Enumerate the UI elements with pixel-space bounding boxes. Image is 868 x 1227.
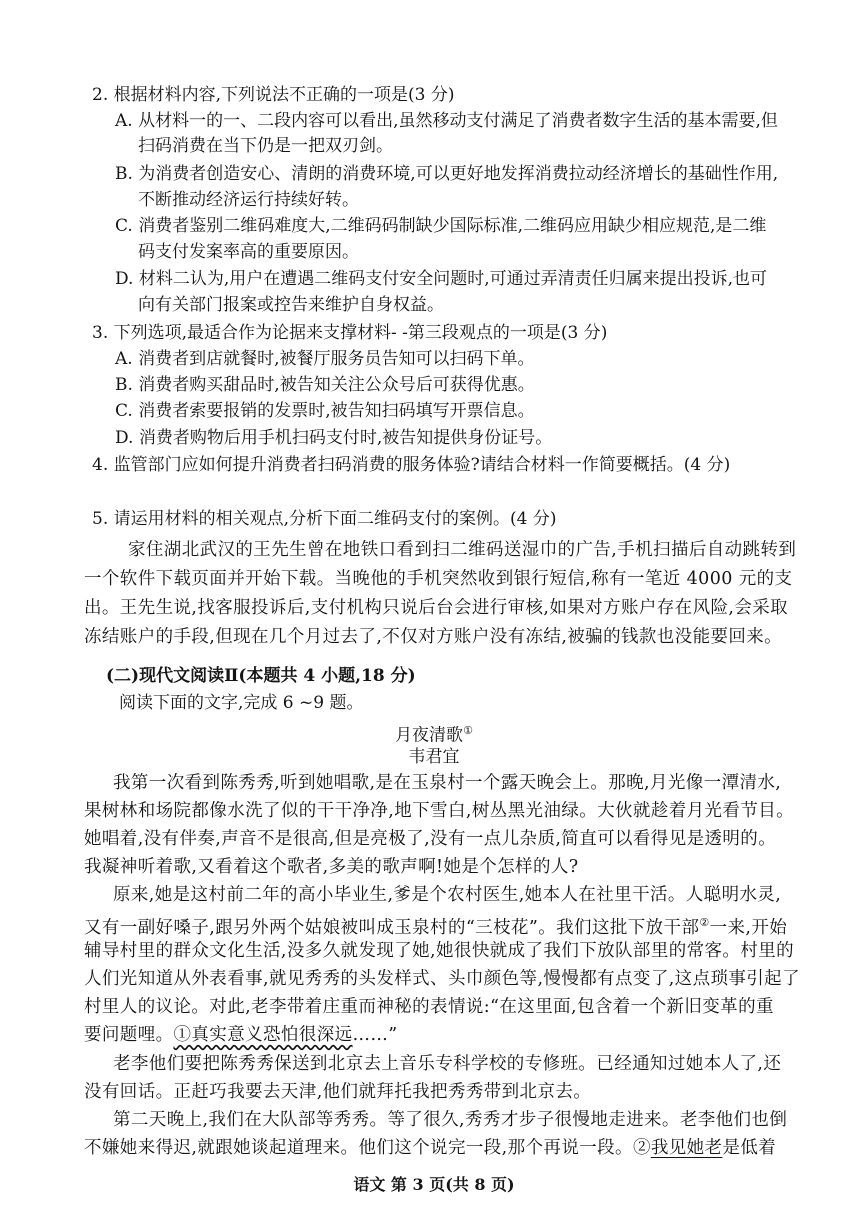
q2-option-c-line1: C. 消费者鉴别二维码难度大,二维码码制缺少国际标准,二维码应用缺少相应规范,是二维 <box>115 216 767 236</box>
story-title-note: ① <box>463 724 473 737</box>
q2-option-b-line2: 不断推动经济运行持续好转。 <box>138 190 359 210</box>
page-footer: 语文 第 3 页(共 8 页) <box>353 1175 515 1194</box>
story-line: 不嫌她来得迟,就跟她谈起道理来。他们这个说完一段,那个再说一段。②我见她老是低着 <box>84 1138 777 1158</box>
underlined-sentence-2: 我见她老 <box>650 1138 723 1158</box>
q5-case-line: 出。王先生说,找客服投诉后,支付机构只说后台会进行审核,如果对方账户存在风险,会采取 <box>84 598 789 618</box>
q3-stem: 3. 下列选项,最适合作为论据来支撑材料- -第三段观点的一项是(3 分) <box>92 323 608 343</box>
q3-option-d: D. 消费者购物后用手机扫码支付时,被告知提供身份证号。 <box>115 428 553 448</box>
underlined-sentence-1: ①真实意义恐怕很深远 <box>173 1025 353 1045</box>
story-line: 又有一副好嗓子,跟另外两个姑娘被叫成玉泉村的“三枝花”。我们这批下放干部②一来,开始 <box>84 916 788 938</box>
q2-option-a-line1: A. 从材料一的一、二段内容可以看出,虽然移动支付满足了消费者数字生活的基本需要,但 <box>115 111 778 131</box>
story-line: 我第一次看到陈秀秀,听到她唱歌,是在玉泉村一个露天晚会上。那晚,月光像一潭清水, <box>113 773 782 793</box>
q5-case-line: 冻结账户的手段,但现在几个月过去了,不仅对方账户没有冻结,被骗的钱款也没能要回来。 <box>84 627 783 647</box>
story-line: 要问题哩。①真实意义恐怕很深远……” <box>84 1025 398 1045</box>
q3-option-c: C. 消费者索要报销的发票时,被告知扫码填写开票信息。 <box>115 401 535 421</box>
q2-option-a-line2: 扫码消费在当下仍是一把双刃剑。 <box>138 136 393 156</box>
story-line: 第二天晚上,我们在大队部等秀秀。等了很久,秀秀才步子很慢地走进来。老李他们也倒 <box>113 1110 788 1130</box>
section-instruction: 阅读下面的文字,完成 6 ~9 题。 <box>119 693 364 713</box>
q2-stem: 2. 根据材料内容,下列说法不正确的一项是(3 分) <box>92 85 455 105</box>
q3-option-a: A. 消费者到店就餐时,被餐厅服务员告知可以扫码下单。 <box>115 349 535 369</box>
story-line: 人们光知道从外表看事,就见秀秀的头发样式、头巾颜色等,慢慢都有点变了,这点琐事引起了 <box>84 969 800 989</box>
footnote-marker: ② <box>699 916 710 929</box>
story-line: 我凝神听着歌,又看着这个歌者,多美的歌声啊!她是个怎样的人? <box>84 857 579 877</box>
story-line: 原来,她是这村前二年的高小毕业生,爹是个农村医生,她本人在社里干活。人聪明水灵, <box>113 885 782 905</box>
q5-case-line: 一个软件下载页面并开始下载。当晚他的手机突然收到银行短信,称有一笔近 4000 元的支 <box>84 569 793 589</box>
q5-case-line: 家住湖北武汉的王先生曾在地铁口看到扫二维码送湿巾的广告,手机扫描后自动跳转到 <box>128 540 797 560</box>
q2-option-c-line2: 码支付发案率高的重要原因。 <box>138 242 359 262</box>
q5-stem: 5. 请运用材料的相关观点,分析下面二维码支付的案例。(4 分) <box>92 509 557 529</box>
q2-option-b-line1: B. 为消费者创造安心、清朗的消费环境,可以更好地发挥消费拉动经济增长的基础性作用, <box>115 164 779 184</box>
story-line: 没有回话。正赶巧我要去天津,他们就拜托我把秀秀带到北京去。 <box>84 1082 592 1102</box>
story-line: 辅导村里的群众文化生活,没多久就发现了她,她很快就成了我们下放队部里的常客。村里的 <box>84 941 795 961</box>
story-line: 她唱着,没有伴奏,声音不是很高,但是亮极了,没有一点儿杂质,简直可以看得见是透明的。 <box>84 829 777 849</box>
q4-stem: 4. 监管部门应如何提升消费者扫码消费的服务体验?请结合材料一作简要概括。(4 分) <box>92 455 731 475</box>
story-line: 村里人的议论。对此,老李带着庄重而神秘的表情说:“在这里面,包含着一个新旧变革的重 <box>84 997 774 1017</box>
q3-option-b: B. 消费者购买甜品时,被告知关注公众号后可获得优惠。 <box>115 375 535 395</box>
story-title: 月夜清歌① <box>395 724 473 746</box>
q2-option-d-line2: 向有关部门报案或控告来维护自身权益。 <box>138 295 444 315</box>
story-author: 韦君宜 <box>408 747 460 767</box>
story-line: 果树林和场院都像水洗了似的干干净净,地下雪白,树丛黑光油绿。大伙就趁着月光看节目。 <box>84 801 795 821</box>
story-line: 老李他们要把陈秀秀保送到北京去上音乐专科学校的专修班。已经通知过她本人了,还 <box>113 1054 782 1074</box>
section-title: (二)现代文阅读Ⅱ(本题共 4 小题,18 分) <box>106 666 416 686</box>
q2-option-d-line1: D. 材料二认为,用户在遭遇二维码支付安全问题时,可通过弄清责任归属来提出投诉,也可 <box>115 269 768 289</box>
